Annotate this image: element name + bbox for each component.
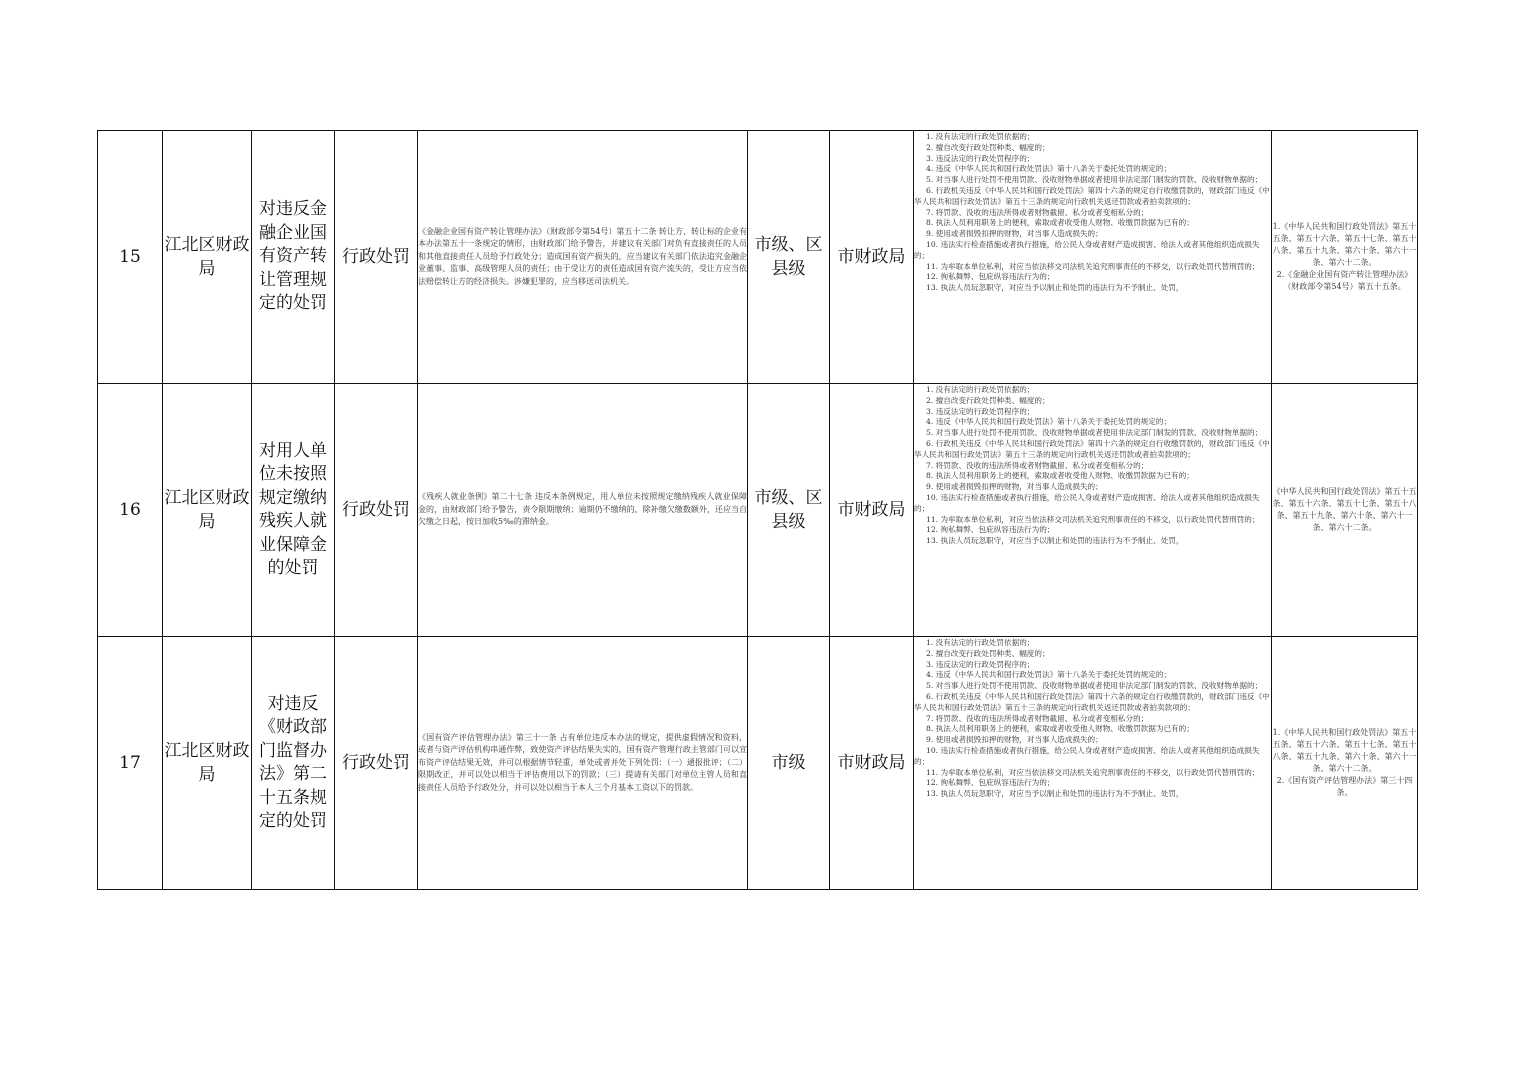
measure-item: 11. 为牟取本单位私利，对应当依法移交司法机关追究刑事责任的不移交，以行政处罚代替刑罚的； (926, 261, 1260, 271)
law-cell: 《中华人民共和国行政处罚法》第五十五条、第五十六条、第五十七条、第五十八条、第五十九条、第六十条、第六十一条、第六十二条。 (1272, 384, 1418, 637)
measure-item: 9. 使用或者损毁扣押的财物，对当事人造成损失的； (926, 229, 1103, 239)
basis-cell: 《残疾人就业条例》第二十七条 违反本条例规定，用人单位未按照规定缴纳残疾人就业保障金的，由财政部门给予警告，责令限期缴纳；逾期仍不缴纳的，除补缴欠缴数额外，还应当自欠缴之日起，按日加收5‰的滞纳金。 (418, 384, 748, 637)
measure-item: 4. 违反《中华人民共和国行政处罚法》第十八条关于委托处罚的规定的； (926, 417, 1172, 427)
measure-item: 11. 为牟取本单位私利，对应当依法移交司法机关追究刑事责任的不移交，以行政处罚代替刑罚的； (926, 514, 1260, 524)
measure-item: 5. 对当事人进行处罚不使用罚款、没收财物单据或者使用非法定部门制发的罚款、没收财物单据的； (926, 428, 1263, 438)
measure-item: 12. 徇私舞弊、包庇纵容违法行为的； (926, 272, 1055, 282)
measure-item: 12. 徇私舞弊、包庇纵容违法行为的； (926, 525, 1055, 535)
category-cell: 行政处罚 (335, 384, 418, 637)
measure-item: 4. 违反《中华人民共和国行政处罚法》第十八条关于委托处罚的规定的； (926, 670, 1172, 680)
measure-item: 1. 没有法定的行政处罚依据的； (926, 385, 1035, 394)
penalty-table (97, 130, 1418, 890)
measure-item: 4. 违反《中华人民共和国行政处罚法》第十八条关于委托处罚的规定的； (926, 164, 1172, 174)
basis-cell: 《金融企业国有资产转让管理办法》（财政部令第54号）第五十二条 转让方、转让标的企业有本办法第五十一条规定的情形，由财政部门给予警告，并建议有关部门对负有直接责任的人员和其他直接责任人员给予行政处分；造成国有资产损失的，应当建议有关部门依法追究金融企业董事、监事、高级管理人员的责任；由于受让方的责任造成国有资产流失的，受让方应当依法赔偿转让方的经济损失。涉嫌犯罪的，应当移送司法机关。 (418, 131, 748, 384)
department-cell: 市财政局 (830, 131, 914, 384)
measure-item: 3. 违反法定的行政处罚程序的； (926, 659, 1035, 669)
department-cell: 市财政局 (830, 384, 914, 637)
item-name-cell: 对违反金融企业国有资产转让管理规定的处罚 (252, 131, 335, 384)
item-name-cell: 对违反《财政部门监督办法》第二十五条规定的处罚 (252, 637, 335, 890)
measure-item: 6. 行政机关违反《中华人民共和国行政处罚法》第四十六条的规定自行收缴罚款的，财政部门违反《中华人民共和国行政处罚法》第五十三条的规定向行政机关返还罚款或者拍卖款项的； (914, 185, 1270, 206)
measure-item: 2. 擅自改变行政处罚种类、幅度的； (926, 648, 1050, 658)
subject-cell: 江北区财政局 (163, 637, 252, 890)
measure-item: 3. 违反法定的行政处罚程序的； (926, 406, 1035, 416)
department-cell: 市财政局 (830, 637, 914, 890)
table-row (98, 384, 1418, 637)
item-name-cell: 对用人单位未按照规定缴纳残疾人就业保障金的处罚 (252, 384, 335, 637)
measure-item: 6. 行政机关违反《中华人民共和国行政处罚法》第四十六条的规定自行收缴罚款的，财政部门违反《中华人民共和国行政处罚法》第五十三条的规定向行政机关返还罚款或者拍卖款项的； (914, 691, 1270, 712)
measure-item: 9. 使用或者损毁扣押的财物，对当事人造成损失的； (926, 735, 1103, 745)
measure-item: 1. 没有法定的行政处罚依据的； (926, 638, 1035, 647)
measure-item: 7. 将罚款、没收的违法所得或者财物截留、私分或者变相私分的； (926, 713, 1149, 723)
measure-item: 7. 将罚款、没收的违法所得或者财物截留、私分或者变相私分的； (926, 460, 1149, 470)
measures-cell (914, 131, 1272, 384)
measure-item: 6. 行政机关违反《中华人民共和国行政处罚法》第四十六条的规定自行收缴罚款的，财政部门违反《中华人民共和国行政处罚法》第五十三条的规定向行政机关返还罚款或者拍卖款项的； (914, 438, 1270, 459)
measure-item: 1. 没有法定的行政处罚依据的； (926, 132, 1035, 141)
measure-item: 5. 对当事人进行处罚不使用罚款、没收财物单据或者使用非法定部门制发的罚款、没收财物单据的； (926, 681, 1263, 691)
measure-item: 8. 执法人员利用职务上的便利，索取或者收受他人财物、收缴罚款据为已有的； (926, 471, 1194, 481)
measure-item: 5. 对当事人进行处罚不使用罚款、没收财物单据或者使用非法定部门制发的罚款、没收财物单据的； (926, 175, 1263, 185)
row-number: 16 (98, 384, 163, 637)
row-number: 17 (98, 637, 163, 890)
measure-item: 13. 执法人员玩忽职守，对应当予以制止和处罚的违法行为不予制止、处罚， (926, 789, 1184, 799)
table-row (98, 131, 1418, 384)
measure-item: 3. 违反法定的行政处罚程序的； (926, 153, 1035, 163)
measure-item: 13. 执法人员玩忽职守，对应当予以制止和处罚的违法行为不予制止、处罚， (926, 536, 1184, 546)
measure-item: 10. 违法实行检查措施或者执行措施，给公民人身或者财产造成损害、给法人或者其他组织造成损失的； (914, 239, 1260, 260)
law-cell: 1.《中华人民共和国行政处罚法》第五十五条、第五十六条、第五十七条、第五十八条、第五十九条、第六十条、第六十一条、第六十二条。 2.《金融企业国有资产转让管理办法》（财政部令第54号）第五十五条。 (1272, 131, 1418, 384)
measure-item: 13. 执法人员玩忽职守，对应当予以制止和处罚的违法行为不予制止、处罚， (926, 283, 1184, 293)
measure-item: 11. 为牟取本单位私利，对应当依法移交司法机关追究刑事责任的不移交，以行政处罚代替刑罚的； (926, 767, 1260, 777)
measures-cell (914, 637, 1272, 890)
basis-cell: 《国有资产评估管理办法》第三十一条 占有单位违反本办法的规定，提供虚假情况和资料，或者与资产评估机构串通作弊，致使资产评估结果失实的，国有资产管理行政主管部门可以宣布资产评估结果无效，并可以根据情节轻重，单处或者并处下列处罚：（一）通报批评；（二）限期改正，并可以处以相当于评估费用以下的罚款；（三）提请有关部门对单位主管人员和直接责任人员给予行政处分，并可以处以相当于本人三个月基本工资以下的罚款。 (418, 637, 748, 890)
measure-item: 2. 擅自改变行政处罚种类、幅度的； (926, 142, 1050, 152)
measure-item: 8. 执法人员利用职务上的便利，索取或者收受他人财物、收缴罚款据为已有的； (926, 218, 1194, 228)
level-cell: 市级、区县级 (748, 131, 830, 384)
subject-cell: 江北区财政局 (163, 384, 252, 637)
table-row (98, 637, 1418, 890)
measure-item: 12. 徇私舞弊、包庇纵容违法行为的； (926, 778, 1055, 788)
measure-item: 10. 违法实行检查措施或者执行措施，给公民人身或者财产造成损害、给法人或者其他组织造成损失的； (914, 745, 1260, 766)
measure-item: 10. 违法实行检查措施或者执行措施，给公民人身或者财产造成损害、给法人或者其他组织造成损失的； (914, 492, 1260, 513)
subject-cell: 江北区财政局 (163, 131, 252, 384)
measure-item: 2. 擅自改变行政处罚种类、幅度的； (926, 395, 1050, 405)
law-cell: 1.《中华人民共和国行政处罚法》第五十五条、第五十六条、第五十七条、第五十八条、第五十九条、第六十条、第六十一条、第六十二条。 2.《国有资产评估管理办法》第三十四条。 (1272, 637, 1418, 890)
category-cell: 行政处罚 (335, 131, 418, 384)
measure-item: 9. 使用或者损毁扣押的财物，对当事人造成损失的； (926, 482, 1103, 492)
row-number: 15 (98, 131, 163, 384)
level-cell: 市级 (748, 637, 830, 890)
level-cell: 市级、区县级 (748, 384, 830, 637)
measures-cell (914, 384, 1272, 637)
measure-item: 7. 将罚款、没收的违法所得或者财物截留、私分或者变相私分的； (926, 207, 1149, 217)
measure-item: 8. 执法人员利用职务上的便利，索取或者收受他人财物、收缴罚款据为已有的； (926, 724, 1194, 734)
category-cell: 行政处罚 (335, 637, 418, 890)
